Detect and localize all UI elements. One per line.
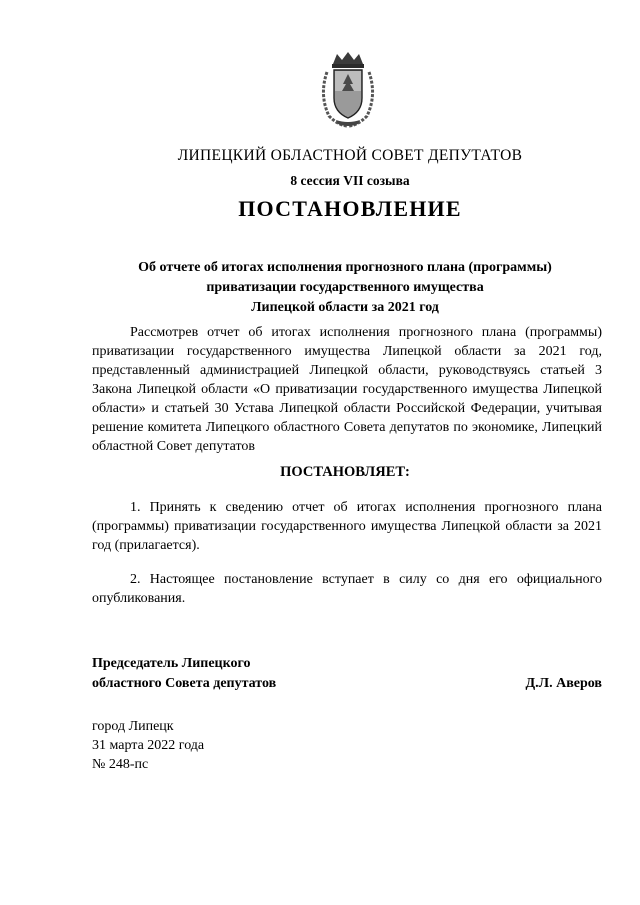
preamble-paragraph: Рассмотрев отчет об итогах исполнения прогнозного плана (программы) приватизации государственного имущества Липецкой области за 2021 год, представленный администрацией Липецкой области, руководствуясь статьей 3 Закона Липецкой области «О приватизации государственного имущества Липецкой области» и статьей 30 Устава Липецкой области Российской Федерации, учитывая решение комитета Липецкого областного Совета депутатов по экономике, Липецкий областной Совет депутатов — [92, 325, 602, 454]
session-label: 8 сессия VII созыва — [290, 173, 410, 188]
document-date: 31 марта 2022 года — [92, 738, 205, 753]
document-subject — [90, 258, 600, 318]
resolution-item-2: 2. Настоящее постановление вступает в силу со дня его официального опубликования. — [92, 572, 602, 606]
subject-line: приватизации государственного имущества — [206, 280, 484, 295]
document-number: № 248-пс — [92, 757, 149, 772]
subject-line: Об отчете об итогах исполнения прогнозного плана (программы) — [138, 260, 552, 275]
document-city: город Липецк — [92, 719, 174, 734]
subject-line: Липецкой области за 2021 год — [251, 300, 439, 315]
signatory-title: Председатель Липецкого — [92, 656, 251, 671]
council-name: ЛИПЕЦКИЙ ОБЛАСТНОЙ СОВЕТ ДЕПУТАТОВ — [177, 147, 523, 164]
signatory-block — [92, 674, 602, 694]
document-type-title: ПОСТАНОВЛЕНИЕ — [238, 196, 462, 221]
resolution-item-1: 1. Принять к сведению отчет об итогах исполнения прогнозного плана (программы) приватизации государственного имущества Липецкой области за 2021 год (прилагается). — [92, 500, 602, 553]
signatory-name: Д.Л. Аверов — [525, 676, 602, 691]
resolves-heading: ПОСТАНОВЛЯЕТ: — [280, 464, 410, 480]
signatory-title: областного Совета депутатов — [92, 676, 277, 691]
coat-of-arms-icon — [317, 50, 379, 128]
